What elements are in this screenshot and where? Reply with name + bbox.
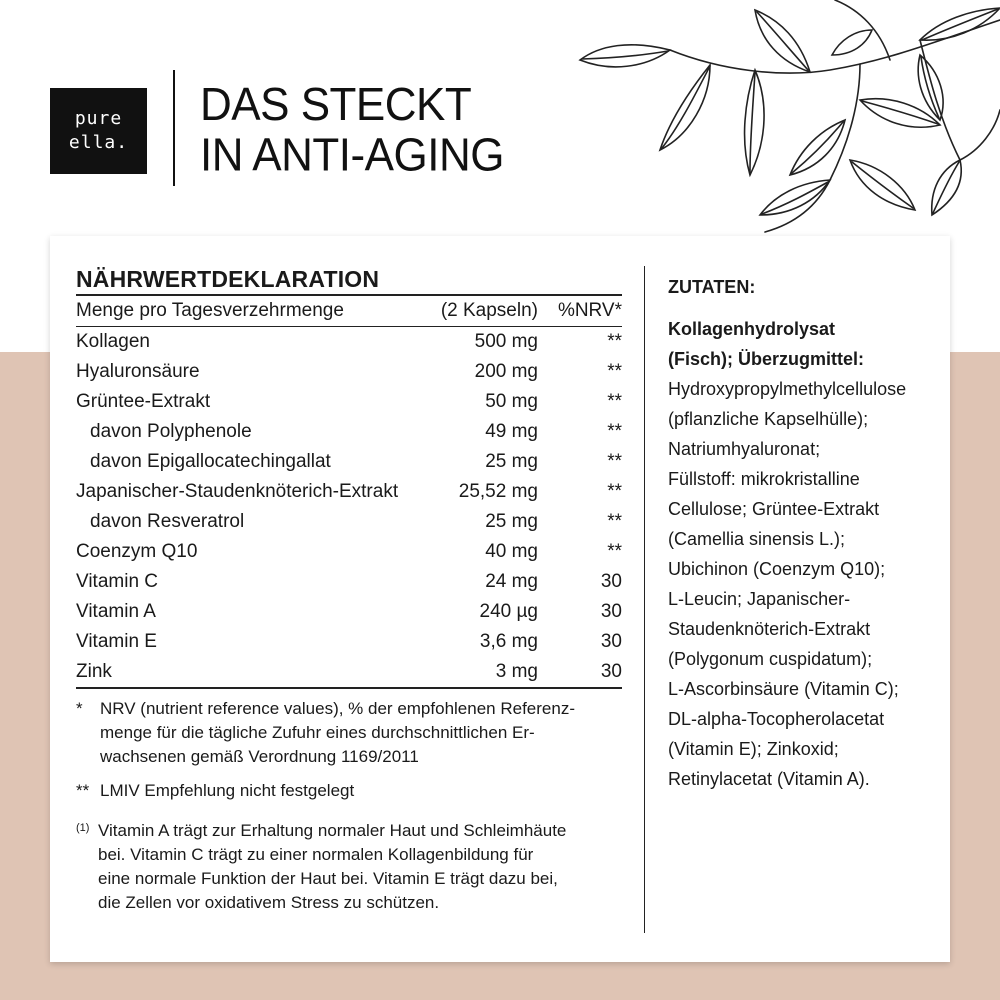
info-card	[50, 236, 950, 962]
table-row	[76, 627, 622, 657]
ingredients-title: ZUTATEN:	[668, 277, 756, 297]
footnote-health-claims	[76, 819, 622, 915]
row-nrv: **	[607, 481, 622, 502]
row-name: Vitamin A	[76, 601, 156, 622]
column-divider	[644, 266, 645, 933]
nutrition-header-row	[76, 296, 622, 326]
table-row	[76, 447, 622, 477]
row-amount: 50 mg	[485, 391, 538, 412]
row-name: Hyaluronsäure	[76, 361, 200, 382]
row-amount: 49 mg	[485, 421, 538, 442]
row-nrv: 30	[600, 661, 622, 682]
footnote-line: wachsenen gemäß Verordnung 1169/2011	[100, 747, 419, 766]
row-name: Coenzym Q10	[76, 541, 198, 562]
row-name: Vitamin E	[76, 631, 157, 652]
ingredients-line: Ubichinon (Coenzym Q10);	[668, 559, 886, 579]
row-name: Zink	[76, 661, 112, 682]
ingredients-line: Staudenknöterich-Extrakt	[668, 619, 871, 639]
brand-logo-line2: ella.	[68, 132, 129, 153]
row-nrv: 30	[600, 631, 622, 652]
ingredients-line: Hydroxypropylmethylcellulose	[668, 379, 907, 399]
row-amount: 200 mg	[474, 361, 538, 382]
table-row	[76, 387, 622, 417]
table-row	[76, 327, 622, 357]
headline-line1: DAS STECKT	[200, 78, 472, 131]
footnote-line: NRV (nutrient reference values), % der empfohlenen Referenz-	[100, 699, 575, 718]
row-amount: 3,6 mg	[479, 631, 538, 652]
footnotes	[76, 697, 622, 915]
ingredients-line: (Vitamin E); Zinkoxid;	[668, 739, 839, 759]
table-row	[76, 537, 622, 567]
ingredients-section	[668, 272, 938, 794]
header-name: Menge pro Tagesverzehrmenge	[76, 300, 344, 321]
row-amount: 25 mg	[485, 451, 538, 472]
row-nrv: **	[607, 541, 622, 562]
footnote-line: menge für die tägliche Zufuhr eines durchschnittlichen Er-	[100, 723, 535, 742]
footnote-line: die Zellen vor oxidativem Stress zu schützen.	[98, 893, 440, 912]
row-nrv: **	[607, 451, 622, 472]
row-name: Kollagen	[76, 331, 150, 352]
table-row	[76, 357, 622, 387]
header-nrv: %NRV*	[557, 300, 622, 321]
table-row	[76, 417, 622, 447]
footnote-line: eine normale Funktion der Haut bei. Vitamin E trägt dazu bei,	[98, 869, 558, 888]
nutrition-section	[76, 264, 622, 915]
table-row	[76, 507, 622, 537]
row-name: Grüntee-Extrakt	[76, 391, 211, 412]
header-divider	[173, 70, 175, 186]
brand-logo	[50, 88, 147, 174]
row-amount: 500 mg	[474, 331, 538, 352]
ingredients-line: DL-alpha-Tocopherolacetat	[668, 709, 885, 729]
leaf-illustration	[560, 0, 1000, 240]
ingredients-line: L-Leucin; Japanischer-	[668, 589, 851, 609]
ingredients-line: (Camellia sinensis L.);	[668, 529, 846, 549]
row-nrv: **	[607, 391, 622, 412]
footnote-mark: *	[76, 699, 83, 718]
footnote-mark: (1)	[76, 822, 90, 834]
ingredients-line: (pflanzliche Kapselhülle);	[668, 409, 869, 429]
footnote-lmiv	[76, 779, 622, 803]
nutrition-title: NÄHRWERTDEKLARATION	[76, 266, 380, 292]
footnote-line: bei. Vitamin C trägt zu einer normalen Kollagenbildung für	[98, 845, 534, 864]
row-name: davon Epigallocatechingallat	[90, 451, 331, 472]
table-row	[76, 477, 622, 507]
row-nrv: **	[607, 361, 622, 382]
row-name: Vitamin C	[76, 571, 159, 592]
table-row	[76, 657, 622, 687]
table-row	[76, 567, 622, 597]
headline-line2: IN ANTI-AGING	[200, 129, 504, 181]
row-nrv: 30	[600, 601, 622, 622]
page-headline	[200, 80, 504, 181]
ingredients-line: L-Ascorbinsäure (Vitamin C);	[668, 679, 899, 699]
table-row	[76, 597, 622, 627]
footnote-line: Vitamin A trägt zur Erhaltung normaler Haut und Schleimhäute	[98, 821, 567, 840]
footnote-mark: **	[76, 781, 90, 800]
ingredients-line: Füllstoff: mikrokristalline	[668, 469, 860, 489]
header-amount: (2 Kapseln)	[440, 300, 538, 321]
ingredients-line: Natriumhyaluronat;	[668, 439, 821, 459]
footnote-nrv	[76, 697, 622, 769]
row-amount: 240 µg	[479, 601, 538, 622]
row-amount: 24 mg	[485, 571, 538, 592]
row-name: davon Polyphenole	[90, 421, 252, 442]
ingredients-line: (Polygonum cuspidatum);	[668, 649, 873, 669]
row-name: davon Resveratrol	[90, 511, 245, 532]
row-amount: 40 mg	[485, 541, 538, 562]
row-nrv: **	[607, 331, 622, 352]
ingredients-line: Retinylacetat (Vitamin A).	[668, 769, 870, 789]
footnote-line: LMIV Empfehlung nicht festgelegt	[100, 781, 355, 800]
ingredients-line: (Fisch); Überzugmittel:	[668, 349, 864, 369]
row-nrv: 30	[600, 571, 622, 592]
row-amount: 3 mg	[495, 661, 538, 682]
row-amount: 25,52 mg	[458, 481, 538, 502]
row-nrv: **	[607, 421, 622, 442]
brand-logo-line1: pure	[74, 108, 123, 129]
rule	[76, 687, 622, 689]
ingredients-line: Kollagenhydrolysat	[668, 319, 836, 339]
ingredients-line: Cellulose; Grüntee-Extrakt	[668, 499, 880, 519]
row-amount: 25 mg	[485, 511, 538, 532]
row-nrv: **	[607, 511, 622, 532]
row-name: Japanischer-Staudenknöterich-Extrakt	[76, 481, 399, 502]
